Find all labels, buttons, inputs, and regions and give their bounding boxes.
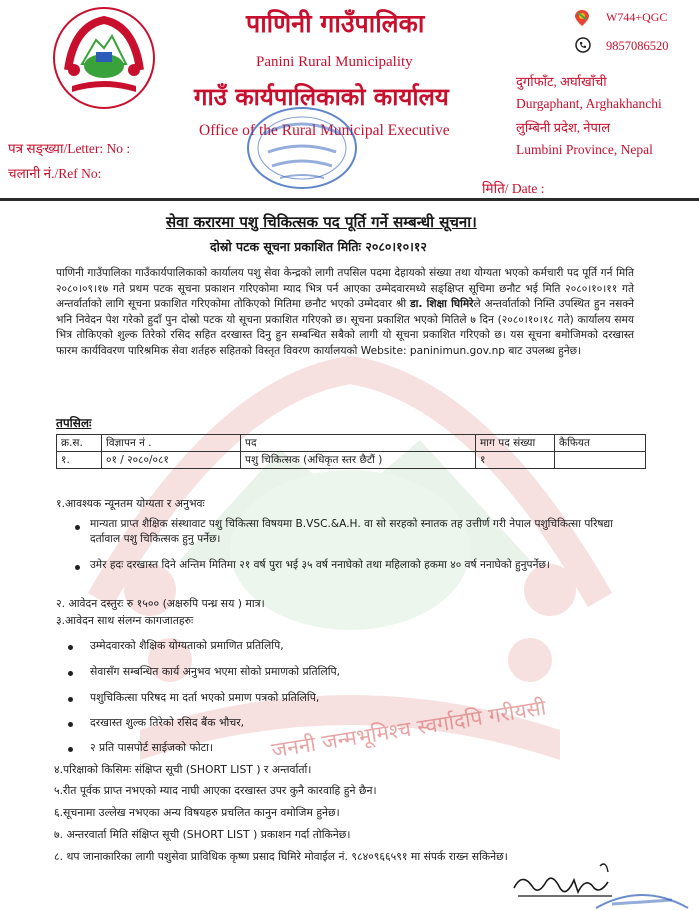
table-cell: ०१ / २०८०/०८१ bbox=[102, 452, 241, 469]
table-header: पद bbox=[241, 435, 476, 452]
notice-title: सेवा करारमा पशु चिकित्सक पद पूर्ति गर्ने सम्बन्धी सूचना। bbox=[166, 213, 477, 231]
table-header: विज्ञापन नं . bbox=[102, 435, 241, 452]
vacancy-table bbox=[56, 434, 646, 469]
bullet bbox=[68, 697, 73, 702]
office-title-nepali: गाउँ कार्यपालिकाको कार्यालय bbox=[194, 83, 449, 111]
office-stamp bbox=[244, 104, 360, 192]
address-english-2: Lumbini Province, Nepal bbox=[516, 142, 653, 157]
office-title-english: Office of the Rural Municipal Executive bbox=[199, 122, 450, 139]
notice-body-part1: पाणिनी गाउँपालिका गाउँकार्यपालिकाको कार्यालय पशु सेवा केन्द्रको लागी तपसिल पदमा देहायको संख्या तथा योग्यता भएको कर्मचारी पद पूर्ति गर्न मिति २०८०।०९।१७ गते प्रथम पटक सूचना प्रकाशन गरिएकोमा म्याद भित्र पर्न आएका उम्मेदवारमध्ये सङ्क्षिप्त सूचिमा छनौट भई मिति २०८०।१०।११ गते अन्तर्वार्ताको लागि सूचना प्रकाशित गरिएकोमा तोकिएको मितिमा छनौट भएको उम्मेदवार श्री bbox=[56, 267, 634, 311]
address-english-1: Durgaphant, Arghakhanchi bbox=[516, 96, 662, 111]
bullet bbox=[68, 722, 73, 727]
watermark-motto: जननी जन्मभूमिश्च स्वर्गादपि गरीयसी bbox=[269, 695, 548, 763]
municipality-title-nepali: पाणिनी गाउँपालिका bbox=[246, 9, 425, 38]
details-heading: तपसिलः bbox=[56, 416, 92, 430]
table-cell: १. bbox=[57, 452, 102, 469]
list-sub-item: मान्यता प्राप्त शैक्षिक संस्थावाट पशु चिकित्सा विषयमा B.VSC.&A.H. वा सो सरहको स्नातक तह उत्तीर्ण गरी नेपाल पशुचिकित्सा परिषद्या दर्तावाल पशु चिकित्सक हुनु पर्नेछ। bbox=[90, 518, 613, 545]
list-item: २. आवेदन दस्तुरः रु १५०० (अक्षरुपि पन्ध्र सय ) मात्र। bbox=[56, 597, 265, 610]
list-item: ५.रीत पूर्वक प्राप्त नभएको म्याद नाघी आएका दरखास्त उपर कुनै कारवाहि हुने छैन। bbox=[54, 784, 377, 797]
notice-body bbox=[56, 266, 634, 360]
bullet bbox=[75, 525, 80, 530]
list-sub-item: दरखास्त शुल्क तिरेको रसिद बैंक भौचर, bbox=[90, 716, 245, 729]
list-sub-item: उम्मेदवारको शैक्षिक योग्यताको प्रमाणित प्रतिलिपि, bbox=[90, 639, 284, 652]
list-sub-item: पशुचिकित्सा परिषद मा दर्ता भएको प्रमाण पत्रको प्रतिलिपि, bbox=[90, 691, 320, 704]
phone-icon bbox=[575, 37, 591, 53]
letter-no-label: पत्र सङ्ख्या/Letter: No : bbox=[8, 141, 131, 156]
emblem-logo bbox=[52, 6, 156, 110]
address-nepali-2: लुम्बिनी प्रदेश, नेपाल bbox=[516, 120, 611, 135]
notice-body-part2: ले अन्तर्वार्ताको निम्ति उपस्थित हुन नसक्ने भनि निवेदन पेश गरेको हुदाँ पुन दोस्रो पटक यो सूचना प्रकाशित गरिएको छ। सूचना प्रकाशित भएको मितिले ७ दिन (२०८०।१०।१८ गते) कार्यालय समय भित्र तोकिएको शुल्क तिरेको रसिद सहित दरखास्त दिनु हुन सम्बन्धित सबैको लागी यो सूचना प्रकाशित गरिएको छ। यस सूचना बमोजिमको दरखास्त फारम कार्यविवरण पारिश्रमिक सेवा शर्तहरु सहितको विस्तृत विवरण कार्यालयको Website: paninimun.gov.np बाट उपलब्ध हुनेछ। bbox=[56, 298, 634, 357]
bullet bbox=[68, 645, 73, 650]
location-pin-icon bbox=[574, 9, 590, 27]
candidate-name: डा. शिक्षा घिमिरे bbox=[410, 298, 474, 311]
notice-subtitle: दोस्रो पटक सूचना प्रकाशित मितिः २०८०।१०।१२ bbox=[210, 239, 427, 254]
table-row bbox=[57, 452, 646, 469]
bullet bbox=[75, 565, 80, 570]
municipality-title-english: Panini Rural Municipality bbox=[256, 54, 413, 70]
stamp-fragment bbox=[592, 888, 692, 910]
table-header: माग पद संख्या bbox=[476, 435, 555, 452]
list-item: ७. अन्तरवार्ता मिति संक्षिप्त सूची (SHORT LIST ) प्रकाशन गर्दा तोकिनेछ। bbox=[54, 828, 351, 841]
list-sub-item: २ प्रति पासपोर्ट साईजको फोटा। bbox=[90, 741, 213, 754]
table-cell: १ bbox=[476, 452, 555, 469]
table-header: कैफियत bbox=[555, 435, 646, 452]
list-item: १.आवश्यक न्यूनतम योग्यता र अनुभवः bbox=[56, 497, 205, 510]
plus-code: W744+QGC bbox=[606, 10, 668, 24]
letterhead-divider bbox=[0, 198, 699, 201]
bullet bbox=[68, 747, 73, 752]
list-sub-item: सेवासँग सम्बन्धित कार्य अनुभव भएमा सोको प्रमाणको प्रतिलिपि, bbox=[90, 665, 341, 678]
list-sub-item: उमेर हदः दरखास्त दिने अन्तिम मितिमा २१ वर्ष पुरा भई ३५ वर्ष ननाघेको तथा महिलाको हकमा ४० वर्ष ननाघेको हुनुपर्नेछ। bbox=[90, 559, 550, 571]
list-item: ३.आवेदन साथ संलग्न कागजातहरुः bbox=[56, 614, 194, 627]
list-item: ६.सूचनामा उल्लेख नभएका अन्य विषयहरु प्रचलित कानुन वमोजिम हुनेछ। bbox=[54, 806, 340, 819]
table-cell bbox=[555, 452, 646, 469]
address-nepali-1: दुर्गाफाँट, अर्घाखाँची bbox=[516, 74, 607, 89]
bullet bbox=[68, 671, 73, 676]
table-header: क्र.स. bbox=[57, 435, 102, 452]
table-cell: पशु चिकित्सक (अधिकृत स्तर छैटौं ) bbox=[241, 452, 476, 469]
table-header-row bbox=[57, 435, 646, 452]
list-item: ४.परिक्षाको किसिमः संक्षिप्त सूची (SHORT LIST ) र अन्तर्वार्ता। bbox=[54, 763, 312, 776]
date-label: मिति/ Date : bbox=[482, 181, 545, 196]
ref-no-label: चलानी नं./Ref No: bbox=[8, 166, 102, 181]
list-item: ८. थप जानाकारिका लागी पशुसेवा प्राविधिक कृष्ण प्रसाद घिमिरे मोवाईल नं. ९८४०९६६५९१ मा संपर्क राख्न सकिनेछ। bbox=[54, 850, 508, 863]
phone-number: 9857086520 bbox=[606, 39, 669, 53]
